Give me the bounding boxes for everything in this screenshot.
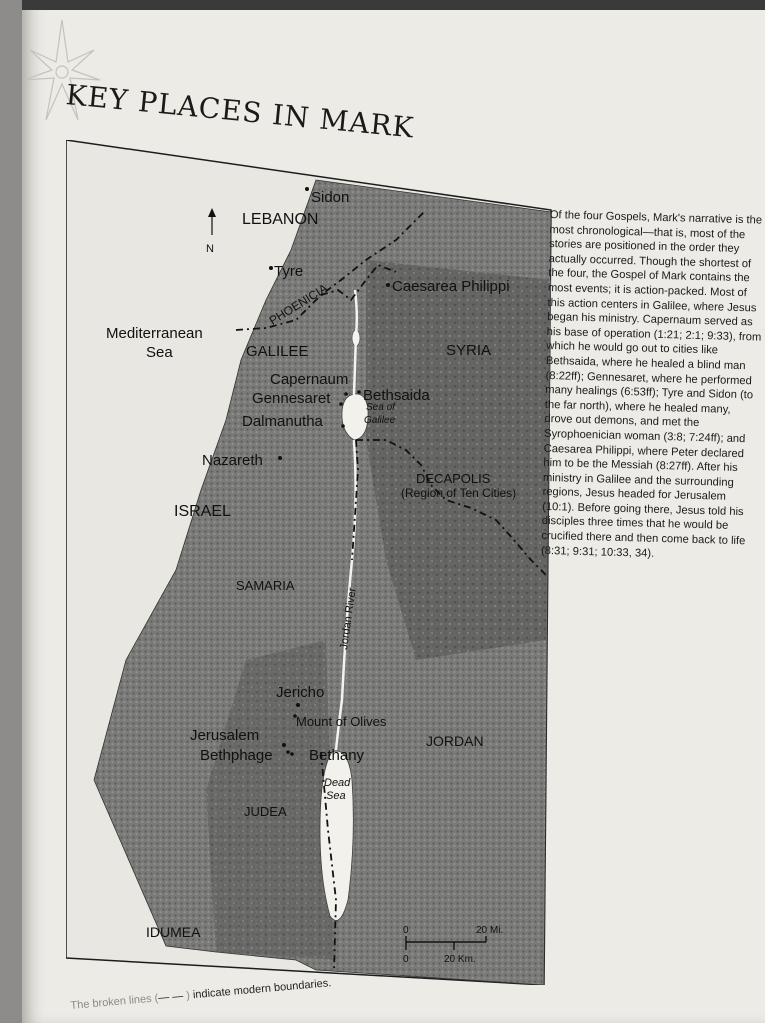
label-dead: Dead — [324, 777, 351, 789]
region-decapolis: DECAPOLIS — [416, 471, 491, 486]
north-label: N — [206, 243, 214, 255]
label-sea-of: Sea of — [366, 402, 395, 413]
city-bethany: Bethany — [309, 747, 365, 764]
caption-faded: The broken lines ( — [70, 992, 159, 1012]
region-galilee: GALILEE — [246, 343, 309, 360]
label-mediterranean: Mediterranean — [106, 325, 203, 342]
label-jordan-river: Jordan River — [338, 586, 359, 651]
city-tyre: Tyre — [274, 263, 304, 280]
region-syria: SYRIA — [446, 342, 492, 359]
caption-faded-2: ) — [185, 989, 194, 1002]
book-page — [22, 0, 765, 1023]
region-decapolis-sub: (Region of Ten Cities) — [401, 486, 517, 500]
city-sidon: Sidon — [311, 189, 350, 206]
city-caesarea-philippi: Caesarea Philippi — [392, 278, 510, 295]
region-israel: ISRAEL — [174, 503, 231, 520]
scale-mi: 20 Mi. — [476, 925, 504, 936]
region-lebanon: LEBANON — [242, 211, 319, 228]
scale-km: 20 Km. — [444, 954, 476, 965]
region-idumea: IDUMEA — [146, 924, 201, 940]
region-samaria: SAMARIA — [236, 578, 295, 593]
region-phoenicia: PHOENICIA — [266, 280, 331, 328]
caption-main: indicate modern boundaries. — [192, 977, 332, 1002]
city-dalmanutha: Dalmanutha — [242, 413, 323, 430]
page-title: KEY PLACES IN MARK — [64, 78, 416, 145]
scale-zero-km: 0 — [403, 954, 409, 965]
label-galilee-lake: Galilee — [364, 415, 396, 426]
city-gennesaret: Gennesaret — [252, 390, 331, 407]
map — [66, 140, 556, 985]
map-description: Of the four Gospels, Mark's narrative is the most chronological—that is, most of the stories are positioned in the order they actually occurred. Though the shortest of the four, the Gospel of Mark contains the most events; it is action-packed. Most of this action centers in Galilee, where Jesus began his ministry. Capernaum served as his base of operation (1:21; 2:1; 9:33), from which he would go out to cities like Bethsaida, where he healed a blind man (8:22ff); Gennesaret, where he performed many healings (6:53ff); Tyre and Sidon (to the far north), where he healed many, drove out demons, and met the Syrophoenician woman (3:8; 7:24ff); and Caesarea Philippi, where Peter declared him to be the Messiah (8:27ff). After his ministry in Galilee and the surrounding regions, Jesus headed for Jerusalem (10:1). Before going there, Jesus told his disciples three times that he would be crucified there and then come back to life (8:31; 9:31; 10:33, 34). — [540, 208, 763, 560]
city-bethphage: Bethphage — [200, 747, 273, 764]
city-mount-of-olives: Mount of Olives — [296, 714, 387, 729]
region-jordan: JORDAN — [426, 733, 484, 749]
label-mediterranean-sea: Sea — [146, 344, 173, 361]
label-dead-sea: Sea — [326, 790, 346, 802]
region-judea: JUDEA — [244, 804, 287, 819]
city-bethsaida: Bethsaida — [363, 387, 430, 404]
scale-zero-mi: 0 — [403, 925, 409, 936]
caption-dash-sample: — — — [157, 989, 187, 1005]
city-jerusalem: Jerusalem — [190, 727, 260, 744]
city-nazareth: Nazareth — [202, 452, 263, 469]
city-jericho: Jericho — [276, 684, 325, 701]
page-top-shadow — [22, 0, 765, 10]
city-capernaum: Capernaum — [270, 371, 349, 388]
